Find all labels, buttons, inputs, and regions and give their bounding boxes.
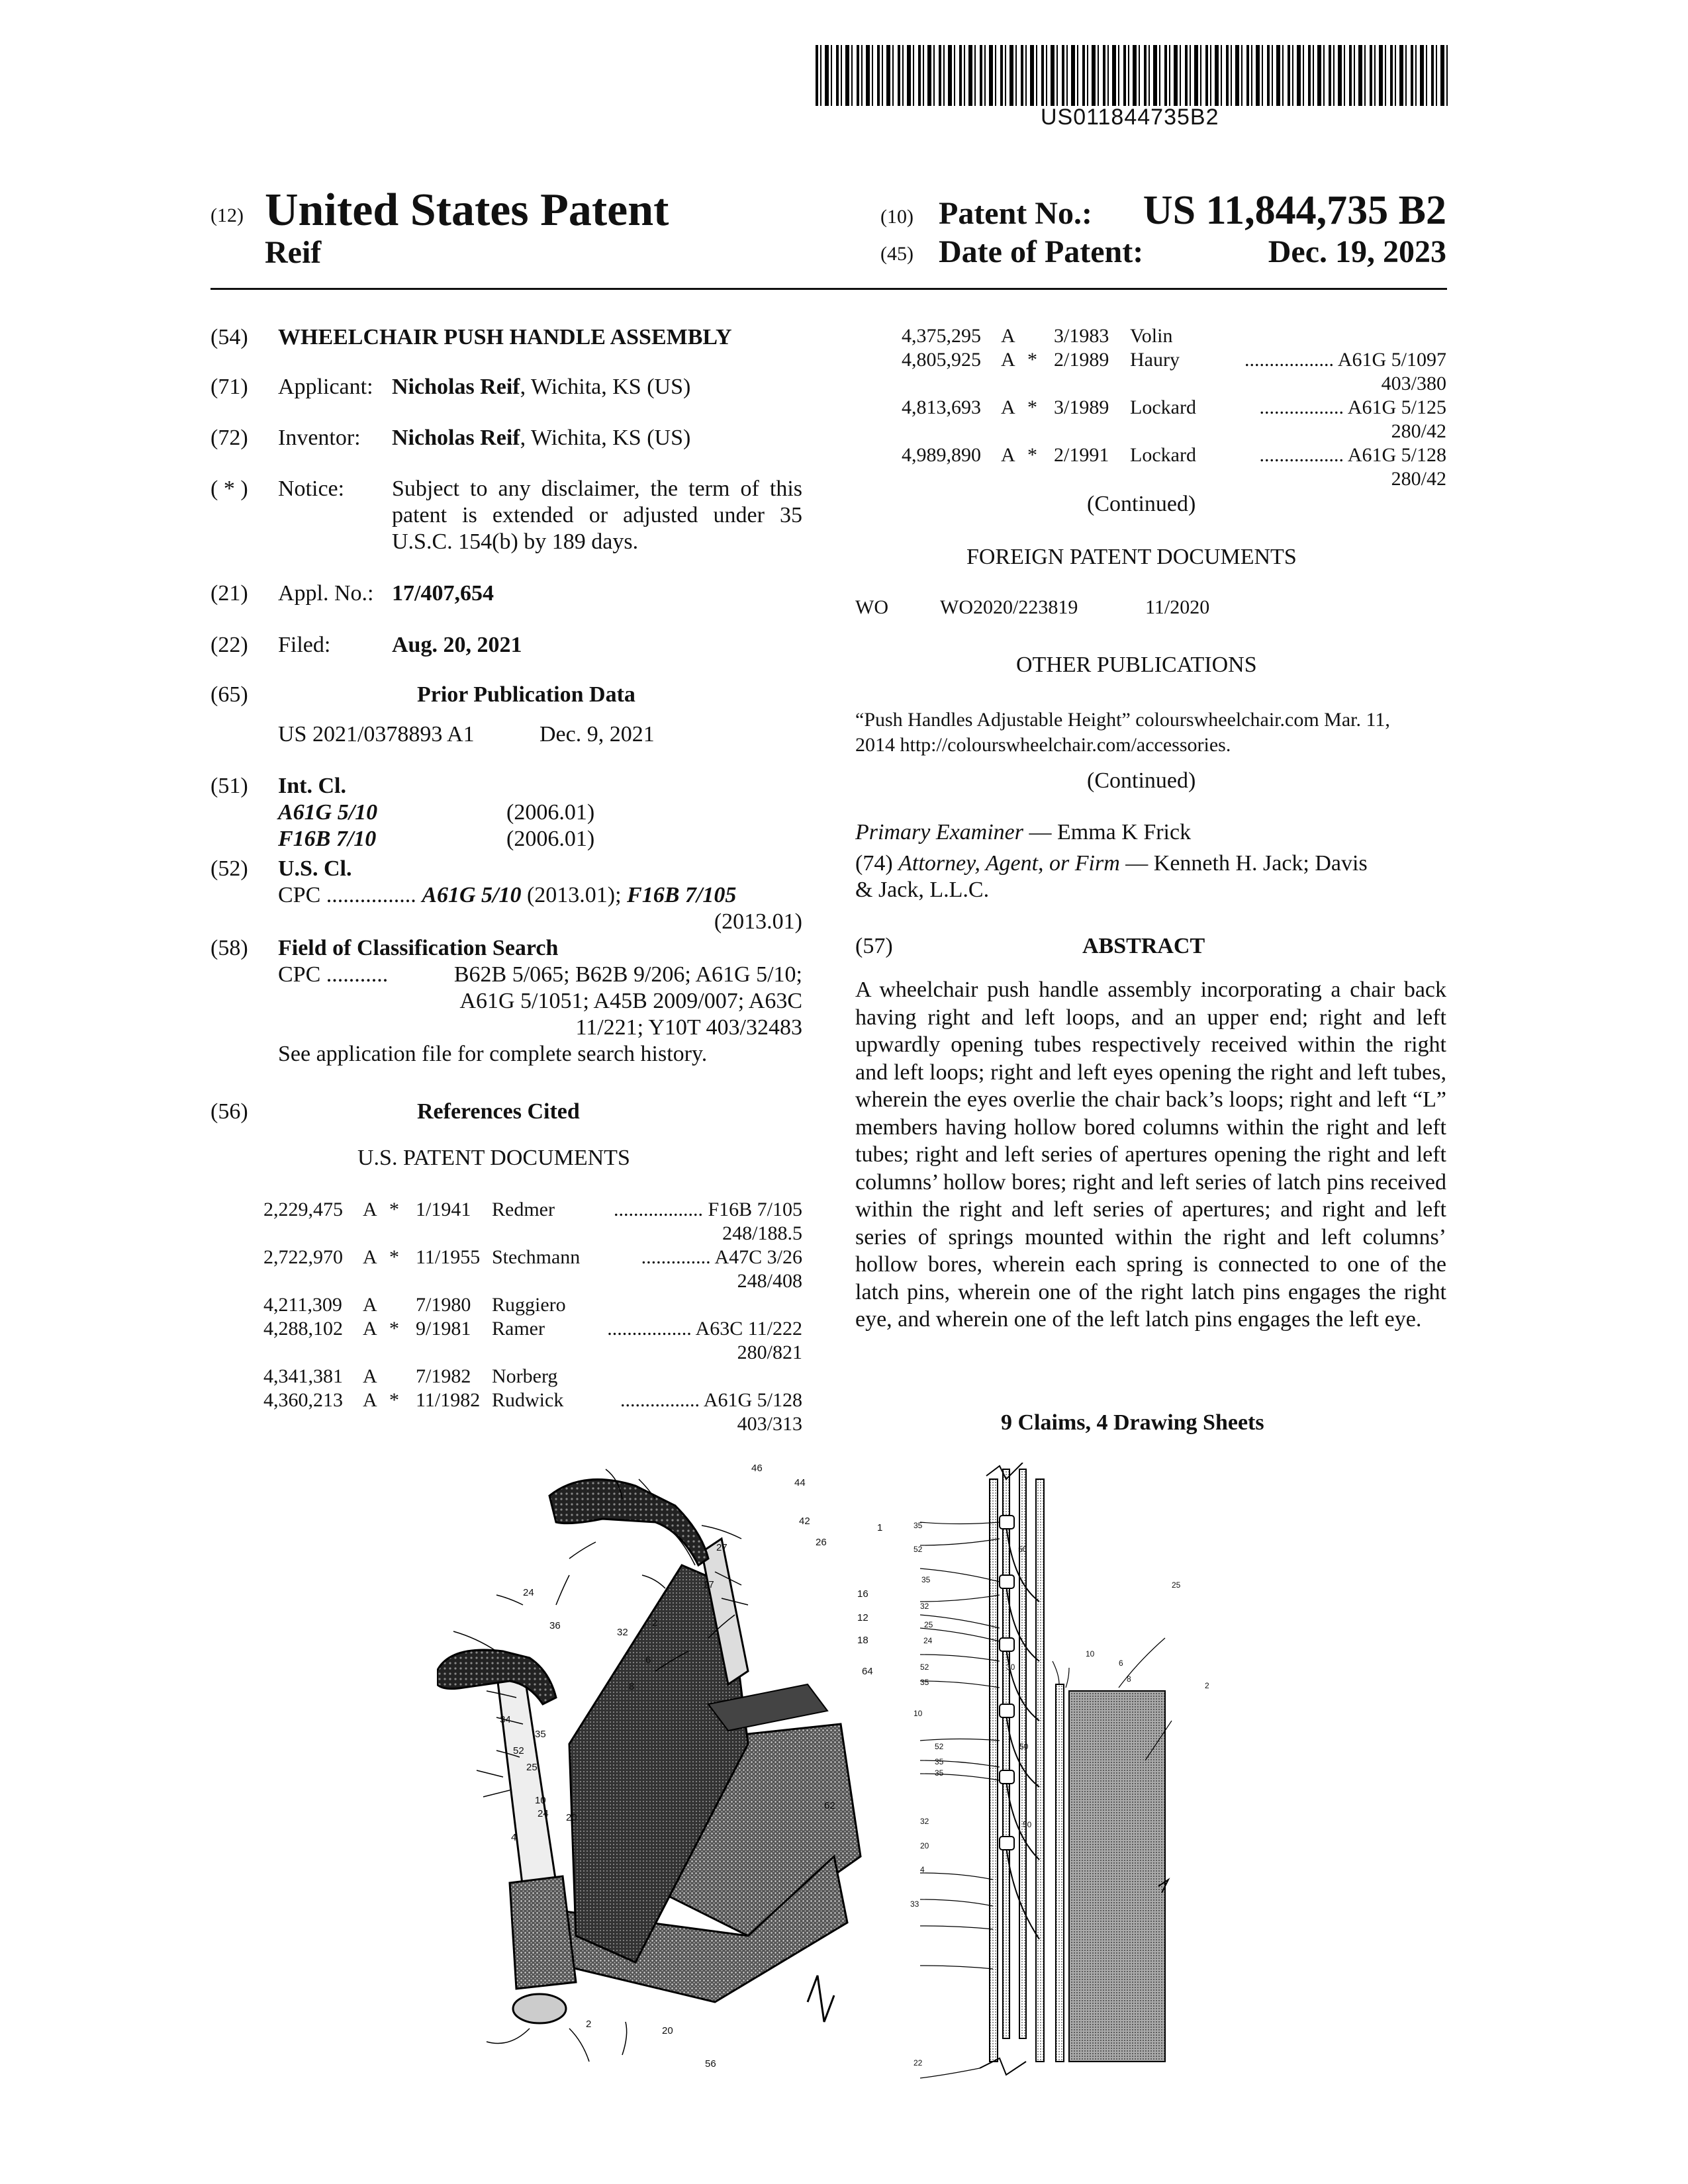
field-classes-2: A61G 5/1051; A45B 2009/007; A63C [459, 989, 802, 1013]
attorney-line-1 [855, 850, 1368, 877]
code-45: (45) [880, 243, 914, 265]
reference-row [902, 348, 1446, 372]
inventor-short-name: Reif [265, 235, 322, 270]
figure-reference-numeral: 18 [857, 1635, 868, 1646]
us-cpc-label: CPC [278, 883, 321, 907]
us-cl-label: U.S. Cl. [278, 856, 352, 881]
code-72: (72) [211, 426, 248, 450]
inventor-location: , Wichita, KS (US) [520, 426, 691, 450]
reference-class-continuation [902, 372, 1446, 396]
us-cpc-class-1-date: (2013.01); [526, 883, 622, 907]
reference-number: 2,722,970 [263, 1246, 343, 1268]
reference-kind: A [363, 1199, 377, 1220]
field-cpc-label [278, 962, 388, 988]
int-cl-1-date: (2006.01) [506, 800, 595, 825]
figure-reference-numeral: 32 [617, 1627, 628, 1638]
code-57: (57) [855, 934, 893, 958]
left-handle-grip [437, 1650, 556, 1704]
reference-row [263, 1388, 802, 1412]
reference-date: 3/1983 [1054, 325, 1109, 347]
reference-row [263, 1365, 802, 1388]
foreign-patent-documents-heading: FOREIGN PATENT DOCUMENTS [966, 545, 1297, 569]
figure-reference-numeral: 17 [703, 1579, 714, 1590]
reference-number: 2,229,475 [263, 1199, 343, 1220]
us-cpc-line [278, 882, 736, 909]
notice-label: Notice: [278, 477, 345, 501]
reference-number: 4,375,295 [902, 325, 981, 347]
figure-reference-numeral: 25 [924, 1620, 933, 1629]
figure-reference-numeral: 32 [920, 1817, 929, 1826]
notice-line-2: patent is extended or adjusted under 35 [392, 503, 802, 527]
appl-no: 17/407,654 [392, 581, 494, 606]
document-type-title: United States Patent [265, 185, 669, 236]
reference-row [902, 324, 1446, 348]
figure-reference-numeral: 52 [914, 1545, 923, 1554]
figure-reference-numeral: 20 [566, 1812, 577, 1823]
appl-no-label: Appl. No.: [278, 581, 374, 606]
code-71: (71) [211, 375, 248, 399]
reference-number: 4,813,693 [902, 396, 981, 418]
figure-reference-numeral: 2 [652, 1617, 658, 1629]
reference-star: * [389, 1199, 399, 1220]
us-cpc-class-2: F16B 7/105 [627, 883, 737, 907]
references-cited-heading: References Cited [417, 1099, 580, 1124]
wheel-hub [513, 1994, 566, 2023]
figure-reference-numeral: 12 [857, 1612, 868, 1623]
figure-reference-numeral: 50 [1019, 1742, 1029, 1751]
reference-star: * [389, 1389, 399, 1411]
right-handle-grip [549, 1479, 708, 1565]
reference-name: Ruggiero [492, 1294, 566, 1316]
invention-title: WHEELCHAIR PUSH HANDLE ASSEMBLY [278, 325, 732, 349]
patent-no-label: Patent No.: [939, 196, 1092, 231]
figure-reference-numeral: 46 [751, 1463, 763, 1474]
applicant-location: , Wichita, KS (US) [520, 375, 691, 399]
figure-reference-numeral: 33 [910, 1899, 919, 1909]
figure-reference-numeral: 44 [794, 1477, 806, 1488]
figure-reference-numeral: 64 [862, 1666, 873, 1677]
applicant [392, 374, 690, 400]
foreign-number: WO2020/223819 [940, 596, 1078, 618]
reference-class-continuation [263, 1269, 802, 1293]
reference-class-2: 280/42 [1391, 468, 1446, 490]
reference-class-2: 248/408 [737, 1270, 802, 1292]
reference-class: ................. A63C 11/222 [607, 1318, 802, 1340]
int-cl-2-date: (2006.01) [506, 827, 595, 851]
field-cpc-dots: ........... [326, 962, 389, 987]
figure-reference-numeral: 35 [920, 1678, 929, 1687]
figure-reference-numeral: 62 [824, 1800, 835, 1811]
reference-row [263, 1317, 802, 1341]
reference-kind: A [1001, 396, 1015, 418]
us-cpc-class-2-date: (2013.01) [714, 909, 802, 934]
notice-line-1: Subject to any disclaimer, the term of this [392, 477, 802, 501]
reference-kind: A [1001, 349, 1015, 371]
reference-kind: A [363, 1294, 377, 1316]
figure-reference-numeral: 35 [935, 1757, 944, 1766]
reference-star: * [1027, 349, 1037, 371]
reference-kind: A [363, 1318, 377, 1340]
reference-kind: A [363, 1246, 377, 1268]
continued-2: (Continued) [1087, 768, 1196, 793]
figure-reference-numeral: 22 [914, 2058, 923, 2068]
reference-number: 4,341,381 [263, 1365, 343, 1387]
other-publications-heading: OTHER PUBLICATIONS [1016, 653, 1257, 677]
figure-reference-numeral: 1 [877, 1522, 883, 1533]
reference-class-continuation [902, 467, 1446, 491]
figure-reference-numeral: 52 [935, 1742, 944, 1751]
inventor [392, 425, 690, 451]
figure-reference-numeral: 10 [914, 1709, 923, 1718]
reference-class-2: 280/821 [737, 1342, 802, 1363]
code-notice: ( * ) [211, 477, 248, 501]
figure-reference-numeral: 32 [920, 1602, 929, 1611]
filed-label: Filed: [278, 633, 331, 657]
figure-reference-numeral: 42 [799, 1516, 810, 1527]
attorney-names: — Kenneth H. Jack; Davis [1119, 851, 1368, 876]
reference-class-continuation [902, 420, 1446, 443]
figure-reference-numeral: 26 [816, 1537, 827, 1548]
reference-name: Norberg [492, 1365, 558, 1387]
continued-1: (Continued) [1087, 492, 1196, 516]
us-cpc-dots: ................ [326, 883, 416, 907]
us-cpc-class-1: A61G 5/10 [422, 883, 522, 907]
figure-reference-numeral: 25 [526, 1762, 538, 1773]
reference-star: * [389, 1318, 399, 1340]
figure-reference-numeral: 35 [921, 1575, 931, 1584]
code-22: (22) [211, 633, 248, 657]
reference-class: .............. A47C 3/26 [641, 1246, 802, 1268]
code-12: (12) [211, 205, 244, 226]
figure-reference-numeral: 34 [500, 1714, 511, 1725]
reference-date: 3/1989 [1054, 396, 1109, 418]
reference-star: * [389, 1246, 399, 1268]
barcode-number: US011844735B2 [1041, 105, 1219, 130]
reference-number: 4,360,213 [263, 1389, 343, 1411]
reference-class-2: 403/380 [1381, 373, 1446, 394]
figure-reference-numeral: 20 [662, 2025, 673, 2036]
reference-row [263, 1246, 802, 1269]
int-cl-1: A61G 5/10 [278, 800, 378, 825]
figure-reference-numeral: 27 [716, 1542, 727, 1553]
reference-class-continuation [263, 1412, 802, 1436]
abstract-text: A wheelchair push handle assembly incorporating a chair back having right and left loops, and an upper end; right and left upwardly opening tubes respectively received within the right and left loops; right and left eyes opening the right and left tubes, wherein the eyes overlie the chair back’s loops; right and left “L” members having hollow bored columns within the right and left tubes; right and left series of apertures opening the right and left columns’ hollow bores; right and left series of latch pins received within the right and left series of apertures; and right and left series of springs mounted within the right and left columns’ hollow bores, wherein each spring is connected to one of the latch pins, wherein one of the right latch pins engages the right eye, and wherein one of the left latch pins engages the left eye. [855, 978, 1446, 1332]
figure-reference-numeral: 20 [920, 1841, 929, 1850]
figure-reference-numeral: 6 [1119, 1659, 1123, 1668]
figure-reference-numeral: 24 [923, 1636, 933, 1645]
reference-class-2: 280/42 [1391, 420, 1446, 442]
int-cl-2: F16B 7/10 [278, 827, 377, 851]
reference-class-2: 403/313 [737, 1413, 802, 1435]
field-of-search-heading: Field of Classification Search [278, 936, 559, 960]
code-74: (74) [855, 851, 893, 876]
reference-class: ................. A61G 5/125 [1259, 396, 1446, 418]
figure-reference-numeral: 24 [538, 1808, 549, 1819]
outer-tube-right-wall [1036, 1479, 1044, 2062]
field-cpc-label-text: CPC [278, 962, 321, 987]
date-of-patent: Dec. 19, 2023 [1268, 234, 1446, 269]
reference-star: * [1027, 396, 1037, 418]
int-cl-label: Int. Cl. [278, 774, 346, 798]
figure-reference-numeral: 35 [535, 1729, 546, 1740]
figure-reference-numeral: 2 [586, 2019, 592, 2030]
code-51: (51) [211, 774, 248, 798]
attorney-label: Attorney, Agent, or Firm [898, 851, 1120, 876]
reference-number: 4,805,925 [902, 349, 981, 371]
field-search-note: See application file for complete search history. [278, 1042, 708, 1066]
applicant-label: Applicant: [278, 375, 373, 399]
chair-back-block [1069, 1691, 1165, 2062]
reference-kind: A [363, 1365, 377, 1387]
figure-reference-numeral: 52 [920, 1662, 929, 1672]
figure-reference-numeral: 24 [523, 1587, 534, 1598]
code-56: (56) [211, 1099, 248, 1124]
reference-class: ................. A61G 5/128 [1259, 444, 1446, 466]
figure-reference-numeral: 25 [1172, 1580, 1181, 1590]
primary-examiner-label: Primary Examiner [855, 820, 1024, 844]
prior-publication-date: Dec. 9, 2021 [539, 722, 655, 747]
figure-reference-numeral: 6 [645, 1655, 651, 1666]
date-of-patent-label: Date of Patent: [939, 234, 1144, 269]
reference-date: 11/1982 [416, 1389, 481, 1411]
code-58: (58) [211, 936, 248, 960]
reference-class: .................. A61G 5/1097 [1244, 349, 1446, 371]
reference-number: 4,288,102 [263, 1318, 343, 1340]
reference-date: 7/1982 [416, 1365, 471, 1387]
reference-class: ................ A61G 5/128 [620, 1389, 802, 1411]
figure-reference-numeral: 10 [1086, 1649, 1095, 1659]
inventor-name: Nicholas Reif [392, 426, 520, 450]
reference-row [263, 1198, 802, 1222]
foreign-date: 11/2020 [1145, 596, 1210, 618]
reference-date: 2/1989 [1054, 349, 1109, 371]
figure-reference-numeral: 35 [935, 1768, 944, 1778]
reference-number: 4,211,309 [263, 1294, 342, 1316]
figure-reference-numeral: 52 [513, 1745, 524, 1756]
field-classes-3: 11/221; Y10T 403/32483 [575, 1015, 802, 1040]
reference-date: 9/1981 [416, 1318, 471, 1340]
code-65: (65) [211, 682, 248, 707]
prior-publication-heading: Prior Publication Data [417, 682, 635, 707]
reference-kind: A [1001, 444, 1015, 466]
figure-reference-numeral: 30 [1006, 1662, 1015, 1672]
reference-class-continuation [263, 1222, 802, 1246]
inner-column-left-wall [1003, 1469, 1009, 2038]
reference-date: 7/1980 [416, 1294, 471, 1316]
figure-reference-numeral: 2 [1205, 1681, 1209, 1690]
reference-name: Rudwick [492, 1389, 564, 1411]
applicant-name: Nicholas Reif [392, 375, 520, 399]
attorney-line-2: & Jack, L.L.C. [855, 878, 990, 902]
bottom-break-mark [980, 2058, 1026, 2075]
figure-reference-numeral: 4 [511, 1832, 517, 1843]
reference-row [902, 443, 1446, 467]
reference-row [902, 396, 1446, 420]
reference-date: 2/1991 [1054, 444, 1109, 466]
reference-kind: A [363, 1389, 377, 1411]
figure-reference-numeral: 56 [705, 2058, 716, 2070]
reference-class-continuation [263, 1341, 802, 1365]
prior-publication-number: US 2021/0378893 A1 [278, 722, 475, 747]
reference-name: Ramer [492, 1318, 545, 1340]
break-line [808, 1976, 834, 2022]
inventor-label: Inventor: [278, 426, 361, 450]
figure-reference-numeral: 8 [629, 1681, 635, 1692]
reference-name: Stechmann [492, 1246, 581, 1268]
primary-examiner [855, 819, 1191, 846]
claims-and-sheets: 9 Claims, 4 Drawing Sheets [1001, 1410, 1264, 1435]
figure-reference-numeral: 36 [549, 1620, 561, 1631]
filed-date: Aug. 20, 2021 [392, 633, 522, 657]
figure-reference-numeral: 35 [914, 1521, 923, 1530]
reference-name: Redmer [492, 1199, 555, 1220]
reference-class: .................. F16B 7/105 [613, 1199, 802, 1220]
code-52: (52) [211, 856, 248, 881]
reference-name: Lockard [1130, 444, 1196, 466]
patent-number: US 11,844,735 B2 [1143, 188, 1446, 233]
field-classes-1: B62B 5/065; B62B 9/206; A61G 5/10; [453, 962, 802, 987]
abstract-heading: ABSTRACT [1082, 934, 1205, 958]
header-rule [211, 288, 1447, 290]
foreign-country: WO [855, 596, 888, 618]
reference-number: 4,989,890 [902, 444, 981, 466]
loop-wall [1056, 1684, 1064, 2062]
us-patent-documents-heading: U.S. PATENT DOCUMENTS [357, 1146, 630, 1170]
reference-name: Lockard [1130, 396, 1196, 418]
reference-kind: A [1001, 325, 1015, 347]
other-publication-line-2: 2014 http://colourswheelchair.com/accessories. [855, 734, 1231, 756]
code-21: (21) [211, 581, 248, 606]
figure-perspective-drawing [437, 1459, 887, 2085]
primary-examiner-name: — Emma K Frick [1023, 820, 1192, 844]
reference-class-2: 248/188.5 [722, 1222, 802, 1244]
code-54: (54) [211, 325, 248, 349]
reference-date: 11/1955 [416, 1246, 481, 1268]
notice-line-3: U.S.C. 154(b) by 189 days. [392, 529, 639, 554]
figure-reference-numeral: 4 [920, 1865, 925, 1874]
outer-tube-left-wall [990, 1479, 998, 2062]
figure-reference-numeral: 16 [857, 1588, 868, 1600]
code-10: (10) [880, 206, 914, 228]
figure-reference-numeral: 50 [1023, 1820, 1032, 1829]
figure-reference-numeral: 8 [1127, 1674, 1131, 1684]
figure-reference-numeral: 50 [1018, 1545, 1027, 1554]
figure-cross-section-drawing [907, 1463, 1251, 2085]
reference-row [263, 1293, 802, 1317]
left-member-bottom [510, 1876, 576, 1989]
reference-name: Volin [1130, 325, 1173, 347]
reference-star: * [1027, 444, 1037, 466]
reference-name: Haury [1130, 349, 1180, 371]
other-publication-line-1: “Push Handles Adjustable Height” colourswheelchair.com Mar. 11, [855, 709, 1390, 731]
figure-reference-numeral: 10 [535, 1795, 546, 1806]
barcode [816, 45, 1451, 106]
reference-date: 1/1941 [416, 1199, 471, 1220]
